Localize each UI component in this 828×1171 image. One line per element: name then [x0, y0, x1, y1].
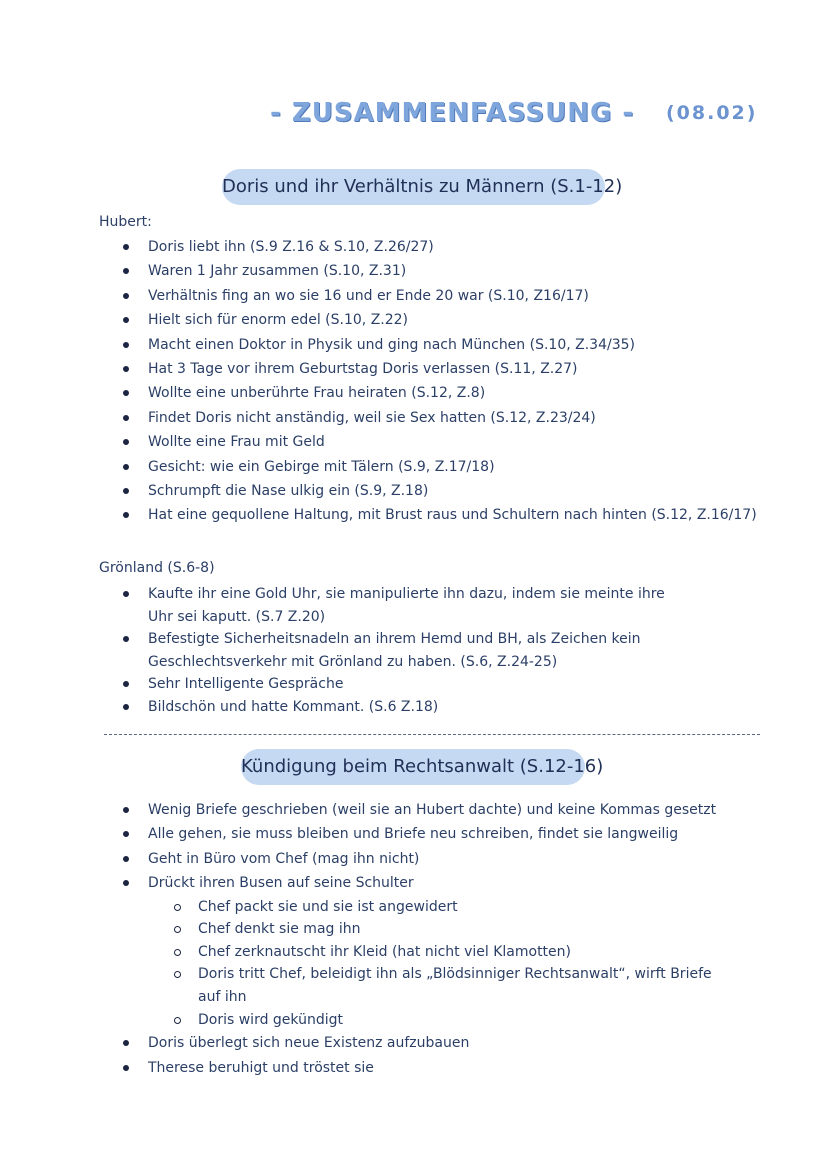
- list-item: Waren 1 Jahr zusammen (S.10, Z.31): [0, 259, 757, 283]
- list-item-text: Drückt ihren Busen auf seine Schulter: [148, 875, 414, 892]
- list-item: Macht einen Doktor in Physik und ging nach München (S.10, Z.34/35): [0, 333, 757, 357]
- page-title: - ZUSAMMENFASSUNG -: [270, 98, 635, 128]
- list-item: Wollte eine unberührte Frau heiraten (S.12, Z.8): [0, 381, 757, 405]
- list-item: Wollte eine Frau mit Geld: [0, 430, 757, 454]
- sub-list-item: Chef denkt sie mag ihn: [0, 918, 718, 941]
- list-item: Hat 3 Tage vor ihrem Geburtstag Doris verlassen (S.11, Z.27): [0, 357, 757, 381]
- sub-list-item: Doris tritt Chef, beleidigt ihn als „Blödsinniger Rechtsanwalt“, wirft Briefe auf ihn: [0, 963, 718, 1008]
- list-item: Befestigte Sicherheitsnadeln an ihrem Hemd und BH, als Zeichen kein Geschlechtsverkehr mit Grönland zu haben. (S.6, Z.24-25): [0, 628, 693, 673]
- list-item: Doris überlegt sich neue Existenz aufzubauen: [0, 1031, 718, 1055]
- list-item: [0, 871, 718, 1031]
- groenland-label: Grönland (S.6-8): [99, 560, 215, 576]
- hubert-label: Hubert:: [99, 214, 152, 230]
- list-item: Schrumpft die Nase ulkig ein (S.9, Z.18): [0, 479, 757, 503]
- list-item: Findet Doris nicht anständig, weil sie Sex hatten (S.12, Z.23/24): [0, 406, 757, 430]
- section-heading-kuendigung: Kündigung beim Rechtsanwalt (S.12-16): [241, 749, 585, 785]
- list-item: Therese beruhigt und tröstet sie: [0, 1056, 718, 1080]
- list-item: Gesicht: wie ein Gebirge mit Tälern (S.9, Z.17/18): [0, 455, 757, 479]
- date-label: (08.02): [666, 102, 758, 124]
- list-item: Hielt sich für enorm edel (S.10, Z.22): [0, 308, 757, 332]
- sub-list-item: Doris wird gekündigt: [0, 1009, 718, 1032]
- kuendigung-list: [0, 798, 718, 1080]
- list-item: Wenig Briefe geschrieben (weil sie an Hubert dachte) und keine Kommas gesetzt: [0, 798, 718, 822]
- groenland-list: [0, 583, 693, 718]
- list-item: Alle gehen, sie muss bleiben und Briefe neu schreiben, findet sie langweilig: [0, 822, 718, 846]
- list-item: Kaufte ihr eine Gold Uhr, sie manipulierte ihn dazu, indem sie meinte ihre Uhr sei kaputt. (S.7 Z.20): [0, 583, 693, 628]
- list-item: Sehr Intelligente Gespräche: [0, 673, 693, 696]
- sub-list-item: Chef packt sie und sie ist angewidert: [0, 896, 718, 919]
- list-item: Geht in Büro vom Chef (mag ihn nicht): [0, 847, 718, 871]
- sub-list: [148, 896, 718, 1032]
- hubert-list: [0, 235, 757, 528]
- section-heading-doris-maenner: Doris und ihr Verhältnis zu Männern (S.1-12): [222, 169, 605, 205]
- list-item: Doris liebt ihn (S.9 Z.16 & S.10, Z.26/27): [0, 235, 757, 259]
- list-item: Hat eine gequollene Haltung, mit Brust raus und Schultern nach hinten (S.12, Z.16/17): [0, 503, 757, 527]
- list-item: Bildschön und hatte Kommant. (S.6 Z.18): [0, 696, 693, 719]
- list-item: Verhältnis fing an wo sie 16 und er Ende 20 war (S.10, Z16/17): [0, 284, 757, 308]
- dashed-divider: [104, 734, 760, 735]
- sub-list-item: Chef zerknautscht ihr Kleid (hat nicht viel Klamotten): [0, 941, 718, 964]
